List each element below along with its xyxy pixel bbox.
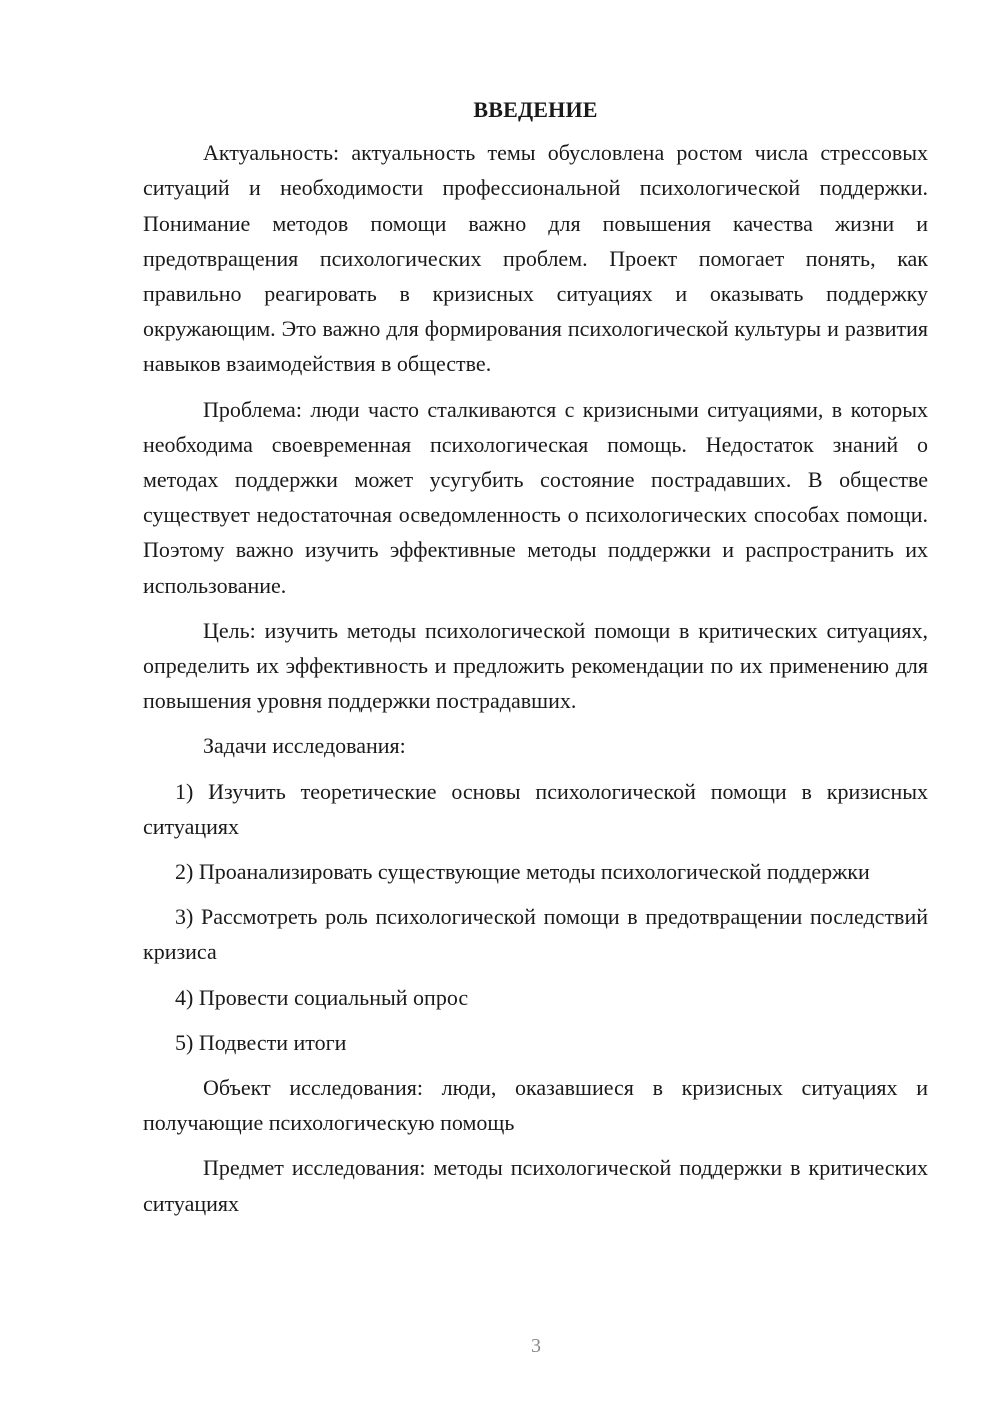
task-item-2: 2) Проанализировать существующие методы психологической поддержки (175, 859, 870, 885)
section-title: ВВЕДЕНИЕ (473, 97, 598, 122)
research-object-paragraph: Объект исследования: люди, оказавшиеся в кризисных ситуациях и получающие психологическую помощь (143, 1075, 928, 1136)
page-number: 3 (531, 1335, 541, 1357)
task-item-3: 3) Рассмотреть роль психологической помощи в предотвращении последствий кризиса (143, 904, 928, 965)
goal-paragraph: Цель: изучить методы психологической помощи в критических ситуациях, определить их эффективность и предложить рекомендации по их применению для повышения уровня поддержки пострадавших. (143, 617, 928, 714)
problem-paragraph: Проблема: люди часто сталкиваются с кризисными ситуациями, в которых необходима своевременная психологическая помощь. Недостаток знаний о методах поддержки может усугубить состояние пострадавших. В обществе существует недостаточная осведомленность о психологических способах помощи. Поэтому важно изучить эффективные методы поддержки и распространить их использование. (143, 396, 928, 598)
document-page (143, 92, 928, 1231)
task-item-1: 1) Изучить теоретические основы психологической помощи в кризисных ситуациях (143, 778, 928, 839)
task-item-4: 4) Провести социальный опрос (175, 984, 469, 1010)
task-item-5: 5) Подвести итоги (175, 1029, 347, 1055)
tasks-heading: Задачи исследования: (203, 733, 406, 759)
research-subject-paragraph: Предмет исследования: методы психологической поддержки в критических ситуациях (143, 1155, 928, 1216)
relevance-paragraph: Актуальность: актуальность темы обусловлена ростом числа стрессовых ситуаций и необходимости профессиональной психологической поддержки. Понимание методов помощи важно для повышения качества жизни и предотвращения психологических проблем. Проект помогает понять, как правильно реагировать в кризисных ситуациях и оказывать поддержку окружающим. Это важно для формирования психологической культуры и развития навыков взаимодействия в обществе. (143, 140, 928, 377)
